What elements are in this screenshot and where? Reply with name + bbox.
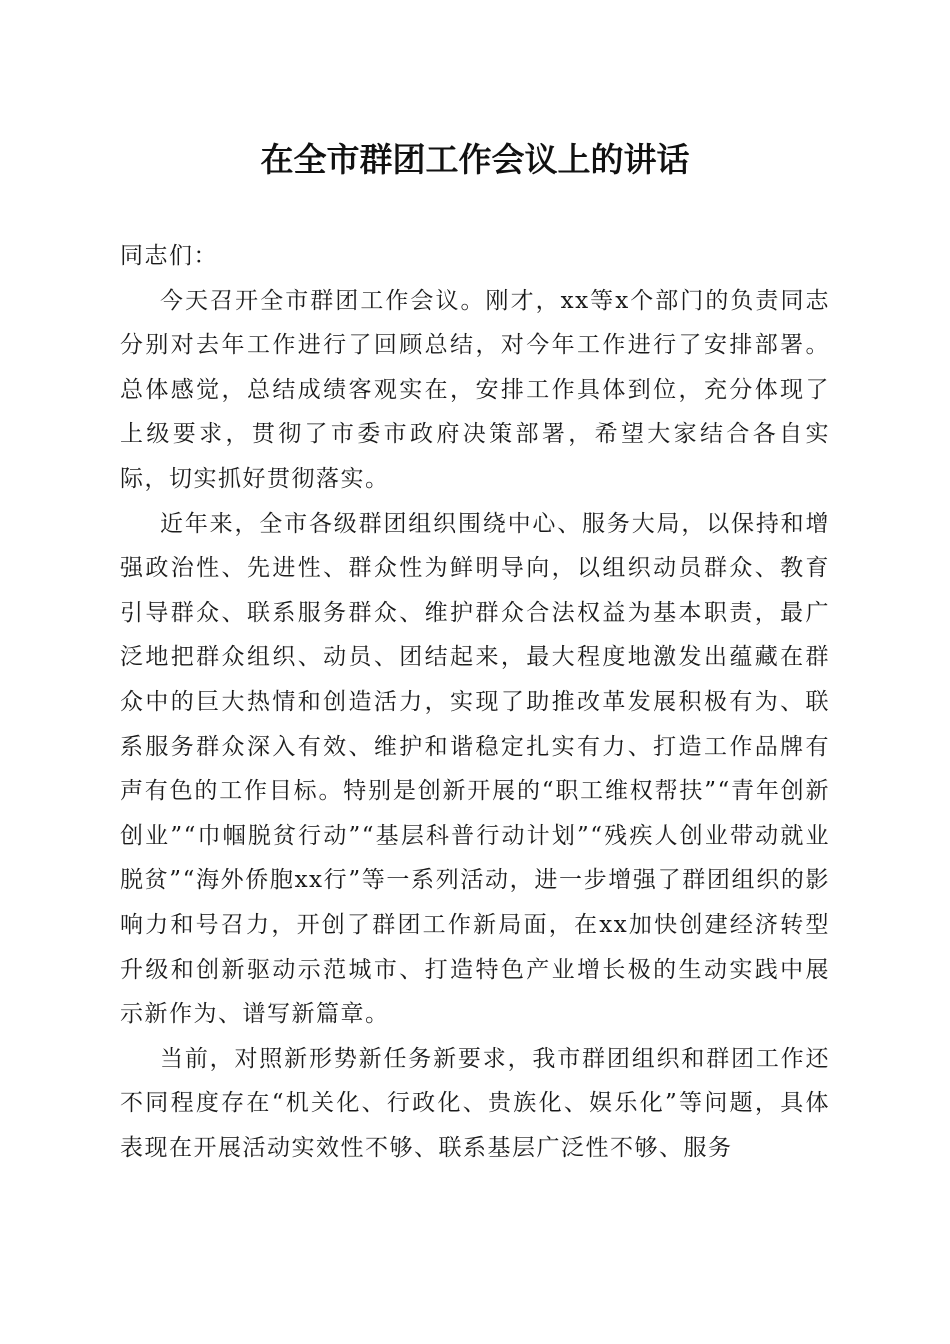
document-body — [120, 234, 830, 1170]
salutation: 同志们： — [120, 243, 218, 269]
paragraph-3: 当前，对照新形势新任务新要求，我市群团组织和群团工作还不同程度存在“机关化、行政化、贵族化、娱乐化”等问题，具体表现在开展活动实效性不够、联系基层广泛性不够、服务 — [120, 1045, 830, 1161]
document-title: 在全市群团工作会议上的讲话 — [260, 140, 690, 179]
paragraph-1: 今天召开全市群团工作会议。刚才，xx等x个部门的负责同志分别对去年工作进行了回顾总结，对今年工作进行了安排部署。总体感觉，总结成绩客观实在，安排工作具体到位，充分体现了上级要求，贯彻了市委市政府决策部署，希望大家结合各自实际，切实抓好贯彻落实。 — [120, 287, 830, 492]
paragraph-2: 近年来，全市各级群团组织围绕中心、服务大局，以保持和增强政治性、先进性、群众性为鲜明导向，以组织动员群众、教育引导群众、联系服务群众、维护群众合法权益为基本职责，最广泛地把群众组织、动员、团结起来，最大程度地激发出蕴藏在群众中的巨大热情和创造活力，实现了助推改革发展积极有为、联系服务群众深入有效、维护和谐稳定扎实有力、打造工作品牌有声有色的工作目标。特别是创新开展的“职工维权帮扶”“青年创新创业”“巾帼脱贫行动”“基层科普行动计划”“残疾人创业带动就业脱贫”“海外侨胞xx行”等一系列活动，进一步增强了群团组织的影响力和号召力，开创了群团工作新局面，在xx加快创建经济转型升级和创新驱动示范城市、打造特色产业增长极的生动实践中展示新作为、谱写新篇章。 — [120, 510, 830, 1028]
